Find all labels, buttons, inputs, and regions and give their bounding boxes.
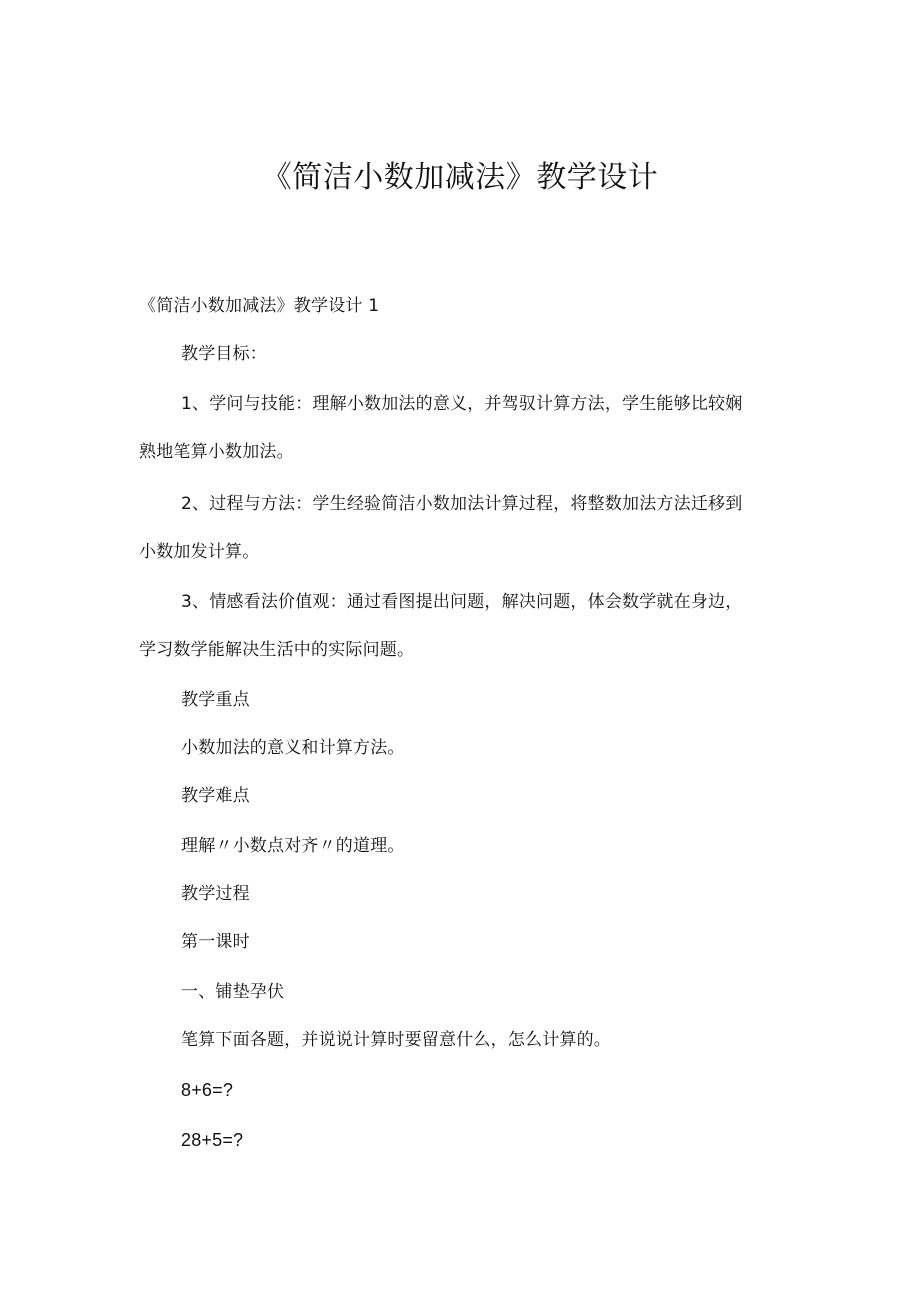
paragraph-goal-3: 3、情感看法价值观：通过看图提出问题，解决问题，体会数学就在身边， xyxy=(181,592,743,612)
heading-teaching-process: 教学过程 xyxy=(181,884,250,904)
document-title: 《简洁小数加减法》教学设计 xyxy=(261,160,659,195)
paragraph-exercise-instruction: 笔算下面各题，并说说计算时要留意什么，怎么计算的。 xyxy=(181,1030,611,1050)
section-heading: 《简洁小数加减法》教学设计 1 xyxy=(139,296,380,316)
paragraph-goal-2: 2、过程与方法：学生经验简洁小数加法计算过程，将整数加法方法迁移到 xyxy=(181,494,743,514)
paragraph-goal-2-cont: 小数加发计算。 xyxy=(139,542,260,562)
heading-part-one: 一、铺垫孕伏 xyxy=(181,982,285,1002)
heading-difficult-points: 教学难点 xyxy=(181,786,250,806)
exercise-equation-1: 8+6=? xyxy=(181,1080,234,1100)
paragraph-difficult-points: 理解〃小数点对齐〃的道理。 xyxy=(181,836,405,856)
paragraph-goal-1: 1、学问与技能：理解小数加法的意义，并驾驭计算方法，学生能够比较娴 xyxy=(181,394,743,414)
paragraph-key-points: 小数加法的意义和计算方法。 xyxy=(181,738,405,758)
paragraph-goal-1-cont: 熟地笔算小数加法。 xyxy=(139,442,294,462)
heading-first-lesson: 第一课时 xyxy=(181,932,250,952)
exercise-equation-2: 28+5=? xyxy=(181,1130,244,1150)
paragraph-teaching-goals-heading: 教学目标： xyxy=(181,344,267,364)
heading-key-points: 教学重点 xyxy=(181,690,250,710)
paragraph-goal-3-cont: 学习数学能解决生活中的实际问题。 xyxy=(139,640,415,660)
